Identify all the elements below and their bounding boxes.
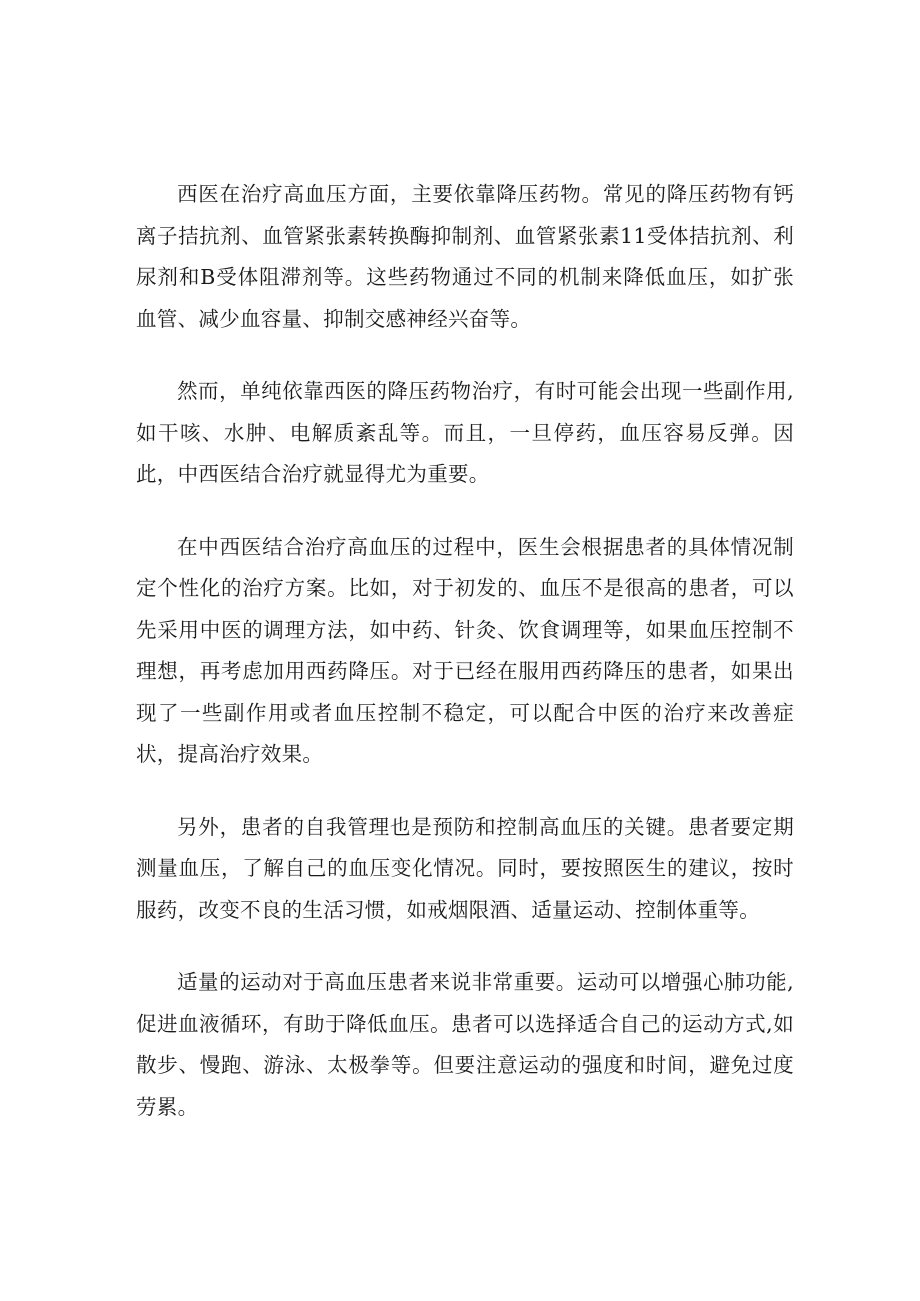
- document-body: [136, 174, 794, 1159]
- paragraph-western-medicine-drugs: 西医在治疗高血压方面，主要依靠降压药物。常见的降压药物有钙离子拮抗剂、血管紧张素转换酶抑制剂、血管紧张素11受体拮抗剂、利尿剂和B受体阻滞剂等。这些药物通过不同的机制来降低血压，如扩张血管、减少血容量、抑制交感神经兴奋等。: [136, 182, 794, 331]
- paragraph-side-effects: 然而，单纯依靠西医的降压药物治疗，有时可能会出现一些副作用,如干咳、水肿、电解质紊乱等。而且，一旦停药，血压容易反弹。因此，中西医结合治疗就显得尤为重要。: [136, 379, 794, 486]
- paragraph-integrated-treatment: 在中西医结合治疗高血压的过程中，医生会根据患者的具体情况制定个性化的治疗方案。比如，对于初发的、血压不是很高的患者，可以先采用中医的调理方法，如中药、针灸、饮食调理等，如果血压控制不理想，再考虑加用西药降压。对于已经在服用西药降压的患者，如果出现了一些副作用或者血压控制不稳定，可以配合中医的治疗来改善症状，提高治疗效果。: [136, 534, 794, 766]
- paragraph-exercise: 适量的运动对于高血压患者来说非常重要。运动可以增强心肺功能,促进血液循环，有助于降低血压。患者可以选择适合自己的运动方式,如散步、慢跑、游泳、太极拳等。但要注意运动的强度和时间，避免过度劳累。: [136, 970, 794, 1119]
- paragraph-self-management: 另外，患者的自我管理也是预防和控制高血压的关键。患者要定期测量血压，了解自己的血压变化情况。同时，要按照医生的建议，按时服药，改变不良的生活习惯，如戒烟限酒、适量运动、控制体重等。: [136, 814, 794, 922]
